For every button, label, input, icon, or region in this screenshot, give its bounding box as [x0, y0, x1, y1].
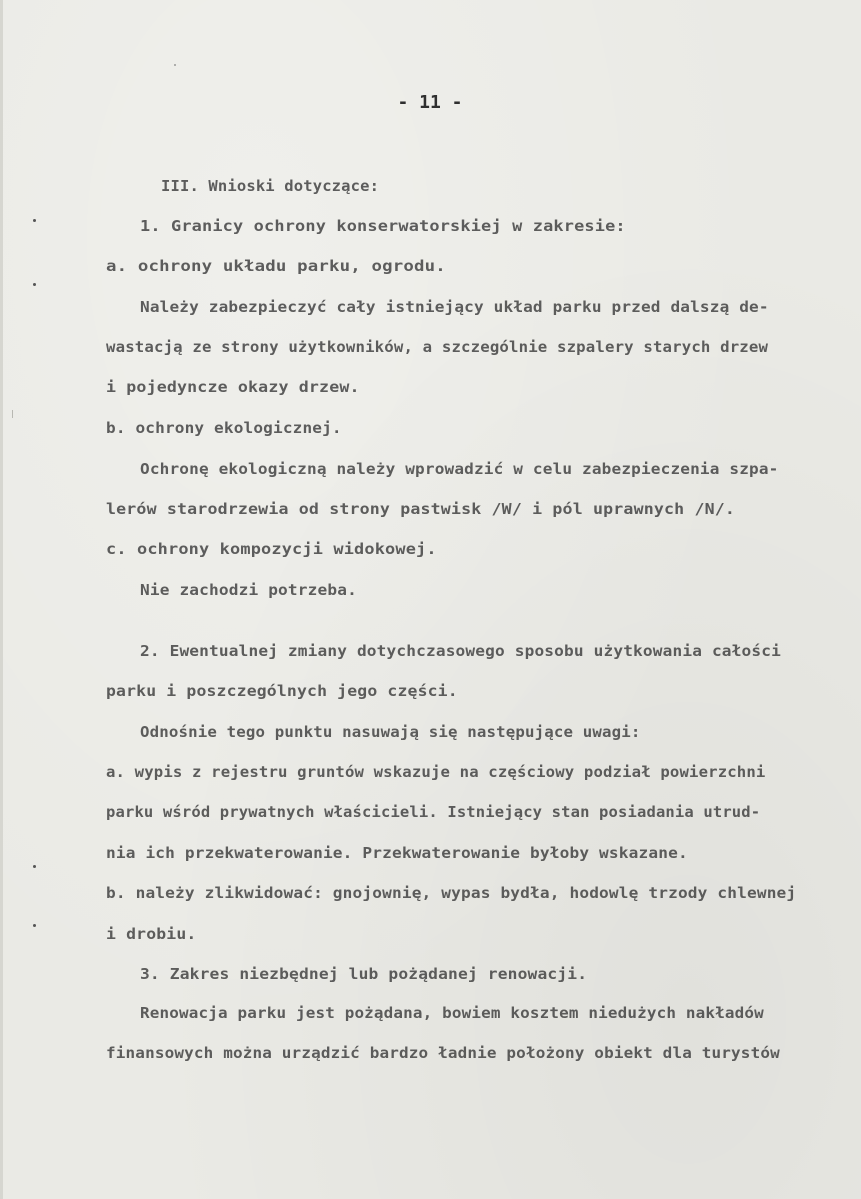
text-line: c. ochrony kompozycji widokowej. — [106, 540, 437, 558]
section-heading: III. Wnioski dotyczące: — [161, 177, 380, 195]
margin-dot — [33, 865, 36, 868]
text-line: b. należy zlikwidować: gnojownię, wypas bydła, hodowlę trzody chlewnej — [106, 884, 797, 902]
page-number: - 11 - — [397, 92, 463, 113]
text-line: b. ochrony ekologicznej. — [106, 419, 342, 437]
text-line: wastacją ze strony użytkowników, a szczególnie szpalery starych drzew — [106, 338, 769, 356]
text-line: parku i poszczególnych jego części. — [106, 682, 458, 700]
text-line: finansowych można urządzić bardzo ładnie położony obiekt dla turystów — [106, 1044, 780, 1062]
text-line: Ochronę ekologiczną należy wprowadzić w celu zabezpieczenia szpa- — [140, 460, 779, 478]
margin-dot — [33, 283, 36, 286]
scan-speck — [174, 64, 176, 66]
margin-dot — [33, 924, 36, 927]
text-line: Odnośnie tego punktu nasuwają się następujące uwagi: — [140, 723, 641, 741]
text-line: i pojedyncze okazy drzew. — [106, 378, 360, 396]
text-line: a. ochrony układu parku, ogrodu. — [106, 257, 446, 275]
section-heading: 3. Zakres niezbędnej lub pożądanej renowacji. — [140, 965, 588, 983]
text-line: lerów starodrzewia od strony pastwisk /W/ i pól uprawnych /N/. — [106, 500, 736, 518]
text-line: Należy zabezpieczyć cały istniejący układ parku przed dalszą de- — [140, 298, 769, 316]
text-line: 2. Ewentualnej zmiany dotychczasowego sposobu użytkowania całości — [140, 642, 781, 660]
margin-dot — [33, 219, 36, 222]
text-line: nia ich przekwaterowanie. Przekwaterowanie byłoby wskazane. — [106, 844, 688, 862]
text-line: Renowacja parku jest pożądana, bowiem kosztem niedużych nakładów — [140, 1004, 764, 1022]
text-line: 1. Granicy ochrony konserwatorskiej w zakresie: — [140, 217, 626, 235]
text-line: i drobiu. — [106, 925, 197, 943]
text-line: Nie zachodzi potrzeba. — [140, 581, 357, 599]
page-edge-shadow — [0, 0, 3, 1199]
text-line: parku wśród prywatnych właścicieli. Istniejący stan posiadania utrud- — [106, 803, 761, 821]
scan-speck — [12, 410, 13, 418]
text-line: a. wypis z rejestru gruntów wskazuje na częściowy podział powierzchni — [106, 763, 766, 781]
